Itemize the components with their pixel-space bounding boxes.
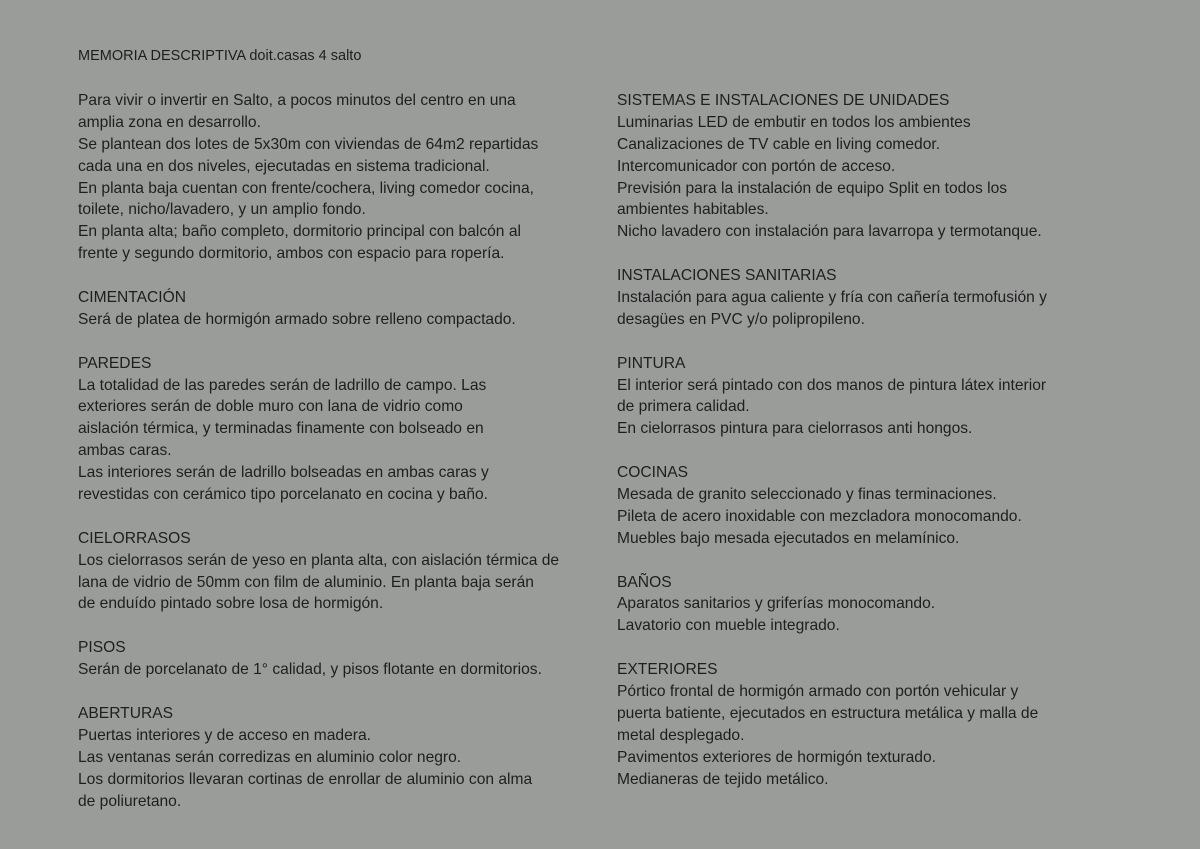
section-heading: EXTERIORES — [617, 661, 718, 679]
section-text-line: lana de vidrio de 50mm con film de aluminio. En planta baja serán — [78, 573, 534, 591]
left-column — [78, 90, 598, 812]
section-text-line: El interior será pintado con dos manos de pintura látex interior — [617, 376, 1047, 394]
section-intro — [78, 90, 598, 265]
section-text-line: metal desplegado. — [617, 726, 745, 744]
page-title: MEMORIA DESCRIPTIVA doit.casas 4 salto — [78, 48, 362, 64]
right-column — [617, 90, 1097, 791]
section-text-line: Las ventanas serán corredizas en aluminio color negro. — [78, 748, 462, 766]
section-heading: COCINAS — [617, 464, 689, 482]
section-text-line: de enduído pintado sobre losa de hormigón. — [78, 595, 384, 613]
section-text-line: Luminarias LED de embutir en todos los ambientes — [617, 113, 971, 131]
section-heading: CIMENTACIÓN — [78, 289, 186, 307]
section-text-line: En cielorrasos pintura para cielorrasos anti hongos. — [617, 420, 973, 438]
section-heading: PAREDES — [78, 354, 152, 372]
section-text-line: Lavatorio con mueble integrado. — [617, 617, 840, 635]
section-text-line: Intercomunicador con portón de acceso. — [617, 157, 896, 175]
section-text-line: desagües en PVC y/o polipropileno. — [617, 310, 865, 328]
section-text-line: Aparatos sanitarios y griferías monocomando. — [617, 595, 936, 613]
section-text-line: Se plantean dos lotes de 5x30m con viviendas de 64m2 repartidas — [78, 135, 539, 153]
section-text-line: Nicho lavadero con instalación para lavarropa y termotanque. — [617, 223, 1042, 241]
section-paredes — [78, 353, 598, 506]
section-text-line: Instalación para agua caliente y fría con cañería termofusión y — [617, 289, 1047, 307]
section-text-line: Pileta de acero inoxidable con mezcladora monocomando. — [617, 507, 1022, 525]
section-cocinas — [617, 462, 1097, 550]
section-text-line: Pavimentos exteriores de hormigón texturado. — [617, 748, 936, 766]
section-text-line: Será de platea de hormigón armado sobre relleno compactado. — [78, 310, 516, 328]
section-text-line: amplia zona en desarrollo. — [78, 113, 261, 131]
section-heading: PISOS — [78, 639, 126, 657]
section-text-line: Previsión para la instalación de equipo Split en todos los — [617, 179, 1008, 197]
section-text-line: Muebles bajo mesada ejecutados en melamínico. — [617, 529, 960, 547]
section-heading: CIELORRASOS — [78, 529, 191, 547]
section-pisos — [78, 637, 598, 681]
section-text-line: de poliuretano. — [78, 792, 182, 810]
section-aberturas — [78, 703, 598, 812]
section-text-line: La totalidad de las paredes serán de ladrillo de campo. Las — [78, 376, 487, 394]
section-text-line: Puertas interiores y de acceso en madera. — [78, 726, 371, 744]
section-text-line: Medianeras de tejido metálico. — [617, 770, 829, 788]
section-text-line: Mesada de granito seleccionado y finas terminaciones. — [617, 486, 997, 504]
section-text-line: Para vivir o invertir en Salto, a pocos minutos del centro en una — [78, 92, 516, 109]
section-exteriores — [617, 659, 1097, 790]
section-text-line: aislación térmica, y terminadas finamente con bolseado en — [78, 420, 484, 438]
section-heading: ABERTURAS — [78, 704, 174, 722]
section-text-line: puerta batiente, ejecutados en estructura metálica y malla de — [617, 704, 1039, 722]
section-text-line: frente y segundo dormitorio, ambos con espacio para ropería. — [78, 245, 505, 263]
section-pintura — [617, 353, 1097, 441]
section-banos — [617, 572, 1097, 638]
section-text-line: Las interiores serán de ladrillo bolseadas en ambas caras y — [78, 464, 489, 482]
section-text-line: Serán de porcelanato de 1° calidad, y pisos flotante en dormitorios. — [78, 661, 542, 679]
section-text-line: toilete, nicho/lavadero, y un amplio fondo. — [78, 201, 366, 219]
section-text-line: Los cielorrasos serán de yeso en planta alta, con aislación térmica de — [78, 551, 560, 569]
section-instalaciones-sanitarias — [617, 265, 1097, 331]
section-heading: PINTURA — [617, 354, 686, 372]
section-text-line: En planta alta; baño completo, dormitorio principal con balcón al — [78, 223, 521, 241]
section-text-line: ambas caras. — [78, 442, 172, 460]
section-text-line: de primera calidad. — [617, 398, 750, 416]
section-heading: SISTEMAS E INSTALACIONES DE UNIDADES — [617, 92, 950, 109]
section-cielorrasos — [78, 528, 598, 616]
section-text-line: exteriores serán de doble muro con lana de vidrio como — [78, 398, 463, 416]
section-text-line: revestidas con cerámico tipo porcelanato en cocina y baño. — [78, 486, 489, 504]
section-text-line: Canalizaciones de TV cable en living comedor. — [617, 135, 941, 153]
section-heading: BAÑOS — [617, 573, 672, 591]
section-text-line: Pórtico frontal de hormigón armado con portón vehicular y — [617, 683, 1019, 701]
section-text-line: ambientes habitables. — [617, 201, 769, 219]
section-sistemas-instalaciones — [617, 90, 1097, 243]
section-text-line: En planta baja cuentan con frente/cochera, living comedor cocina, — [78, 179, 534, 197]
section-text-line: Los dormitorios llevaran cortinas de enrollar de aluminio con alma — [78, 770, 533, 788]
section-cimentacion — [78, 287, 598, 331]
section-text-line: cada una en dos niveles, ejecutadas en sistema tradicional. — [78, 157, 490, 175]
section-heading: INSTALACIONES SANITARIAS — [617, 267, 837, 285]
